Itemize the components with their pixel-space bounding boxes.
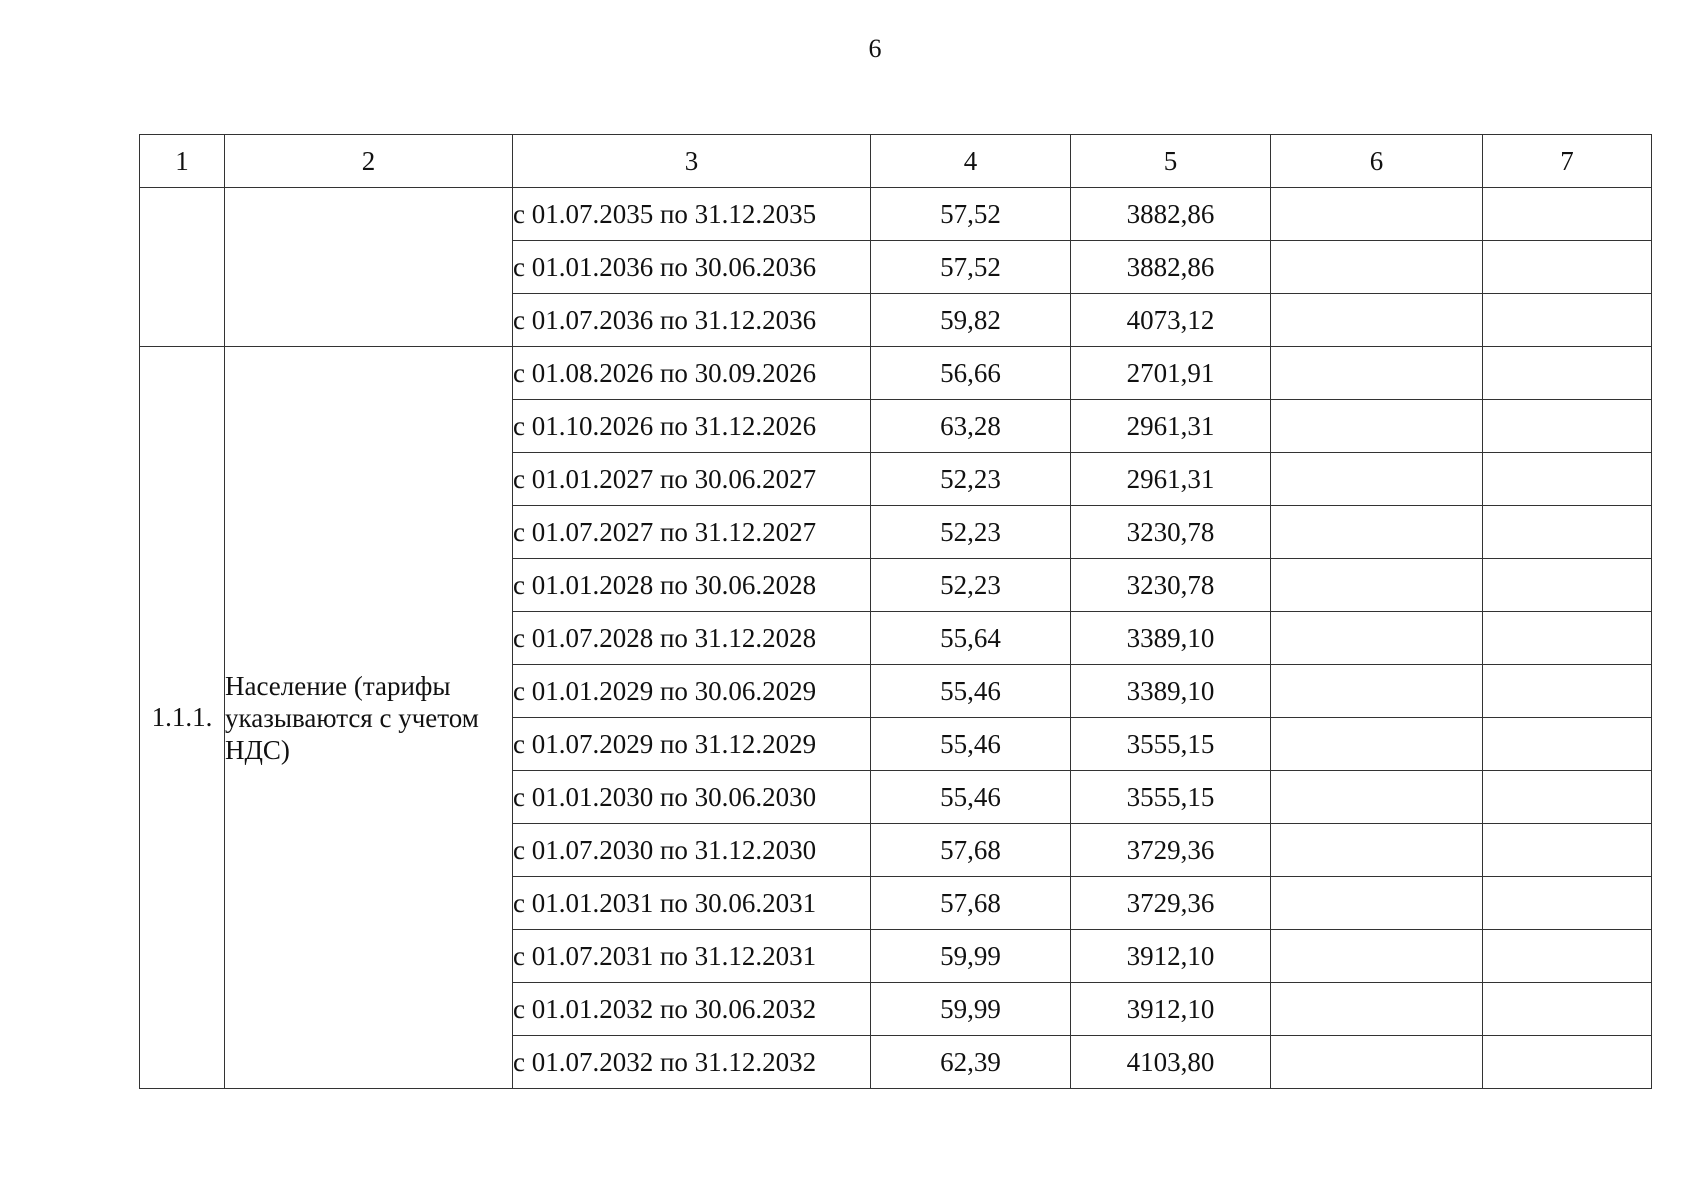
header-col-1: 1 [140,135,225,188]
col6-value-cell [1271,188,1483,241]
col5-value-cell: 3882,86 [1071,188,1271,241]
group-name-cell: Население (тарифы указываются с учетом НДС) [225,347,513,1089]
col4-value-cell: 57,68 [871,877,1071,930]
col7-value-cell [1483,241,1652,294]
col7-value-cell [1483,824,1652,877]
col4-value-cell: 55,46 [871,771,1071,824]
col5-value-cell: 3729,36 [1071,877,1271,930]
col6-value-cell [1271,824,1483,877]
period-cell: с 01.01.2030 по 30.06.2030 [513,771,871,824]
col7-value-cell [1483,453,1652,506]
col7-value-cell [1483,983,1652,1036]
col5-value-cell: 2961,31 [1071,453,1271,506]
period-cell: с 01.01.2029 по 30.06.2029 [513,665,871,718]
period-cell: с 01.07.2027 по 31.12.2027 [513,506,871,559]
col5-value-cell: 3882,86 [1071,241,1271,294]
header-col-3: 3 [513,135,871,188]
group-number-cell [140,188,225,347]
header-row [140,135,1652,188]
period-cell: с 01.01.2036 по 30.06.2036 [513,241,871,294]
period-cell: с 01.01.2028 по 30.06.2028 [513,559,871,612]
group-number-cell: 1.1.1. [140,347,225,1089]
col7-value-cell [1483,559,1652,612]
period-cell: с 01.07.2030 по 31.12.2030 [513,824,871,877]
col6-value-cell [1271,453,1483,506]
col7-value-cell [1483,1036,1652,1089]
col4-value-cell: 56,66 [871,347,1071,400]
header-col-2: 2 [225,135,513,188]
period-cell: с 01.01.2032 по 30.06.2032 [513,983,871,1036]
col5-value-cell: 3729,36 [1071,824,1271,877]
col4-value-cell: 59,99 [871,930,1071,983]
col4-value-cell: 57,52 [871,241,1071,294]
col7-value-cell [1483,718,1652,771]
col6-value-cell [1271,877,1483,930]
col7-value-cell [1483,506,1652,559]
col5-value-cell: 3389,10 [1071,612,1271,665]
col6-value-cell [1271,718,1483,771]
page-number: 6 [868,34,882,63]
col4-value-cell: 55,46 [871,665,1071,718]
header-col-7: 7 [1483,135,1652,188]
col5-value-cell: 3389,10 [1071,665,1271,718]
col4-value-cell: 52,23 [871,559,1071,612]
col5-value-cell: 3555,15 [1071,771,1271,824]
table-header [140,135,1652,188]
col5-value-cell: 3230,78 [1071,559,1271,612]
col7-value-cell [1483,612,1652,665]
period-cell: с 01.07.2036 по 31.12.2036 [513,294,871,347]
col5-value-cell: 3912,10 [1071,930,1271,983]
col4-value-cell: 55,46 [871,718,1071,771]
col6-value-cell [1271,1036,1483,1089]
col7-value-cell [1483,188,1652,241]
col5-value-cell: 4103,80 [1071,1036,1271,1089]
col6-value-cell [1271,347,1483,400]
period-cell: с 01.07.2029 по 31.12.2029 [513,718,871,771]
period-cell: с 01.10.2026 по 31.12.2026 [513,400,871,453]
col6-value-cell [1271,294,1483,347]
col6-value-cell [1271,241,1483,294]
col5-value-cell: 3555,15 [1071,718,1271,771]
col4-value-cell: 57,52 [871,188,1071,241]
col5-value-cell: 3230,78 [1071,506,1271,559]
col6-value-cell [1271,559,1483,612]
col6-value-cell [1271,506,1483,559]
table-row [140,347,1652,400]
table-body [140,188,1652,1089]
col5-value-cell: 2701,91 [1071,347,1271,400]
period-cell: с 01.01.2027 по 30.06.2027 [513,453,871,506]
group-name-cell [225,188,513,347]
col6-value-cell [1271,665,1483,718]
period-cell: с 01.07.2035 по 31.12.2035 [513,188,871,241]
col4-value-cell: 52,23 [871,453,1071,506]
header-col-4: 4 [871,135,1071,188]
period-cell: с 01.01.2031 по 30.06.2031 [513,877,871,930]
col4-value-cell: 59,99 [871,983,1071,1036]
col4-value-cell: 62,39 [871,1036,1071,1089]
col7-value-cell [1483,771,1652,824]
period-cell: с 01.08.2026 по 30.09.2026 [513,347,871,400]
col7-value-cell [1483,400,1652,453]
col7-value-cell [1483,347,1652,400]
col4-value-cell: 59,82 [871,294,1071,347]
col7-value-cell [1483,877,1652,930]
col6-value-cell [1271,771,1483,824]
col6-value-cell [1271,930,1483,983]
col6-value-cell [1271,612,1483,665]
header-col-6: 6 [1271,135,1483,188]
col4-value-cell: 55,64 [871,612,1071,665]
col7-value-cell [1483,665,1652,718]
col5-value-cell: 2961,31 [1071,400,1271,453]
period-cell: с 01.07.2028 по 31.12.2028 [513,612,871,665]
period-cell: с 01.07.2032 по 31.12.2032 [513,1036,871,1089]
col5-value-cell: 3912,10 [1071,983,1271,1036]
col4-value-cell: 57,68 [871,824,1071,877]
col6-value-cell [1271,983,1483,1036]
col6-value-cell [1271,400,1483,453]
col4-value-cell: 63,28 [871,400,1071,453]
table-row [140,188,1652,241]
col7-value-cell [1483,294,1652,347]
period-cell: с 01.07.2031 по 31.12.2031 [513,930,871,983]
col4-value-cell: 52,23 [871,506,1071,559]
header-col-5: 5 [1071,135,1271,188]
col5-value-cell: 4073,12 [1071,294,1271,347]
tariff-table [139,134,1652,1089]
col7-value-cell [1483,930,1652,983]
